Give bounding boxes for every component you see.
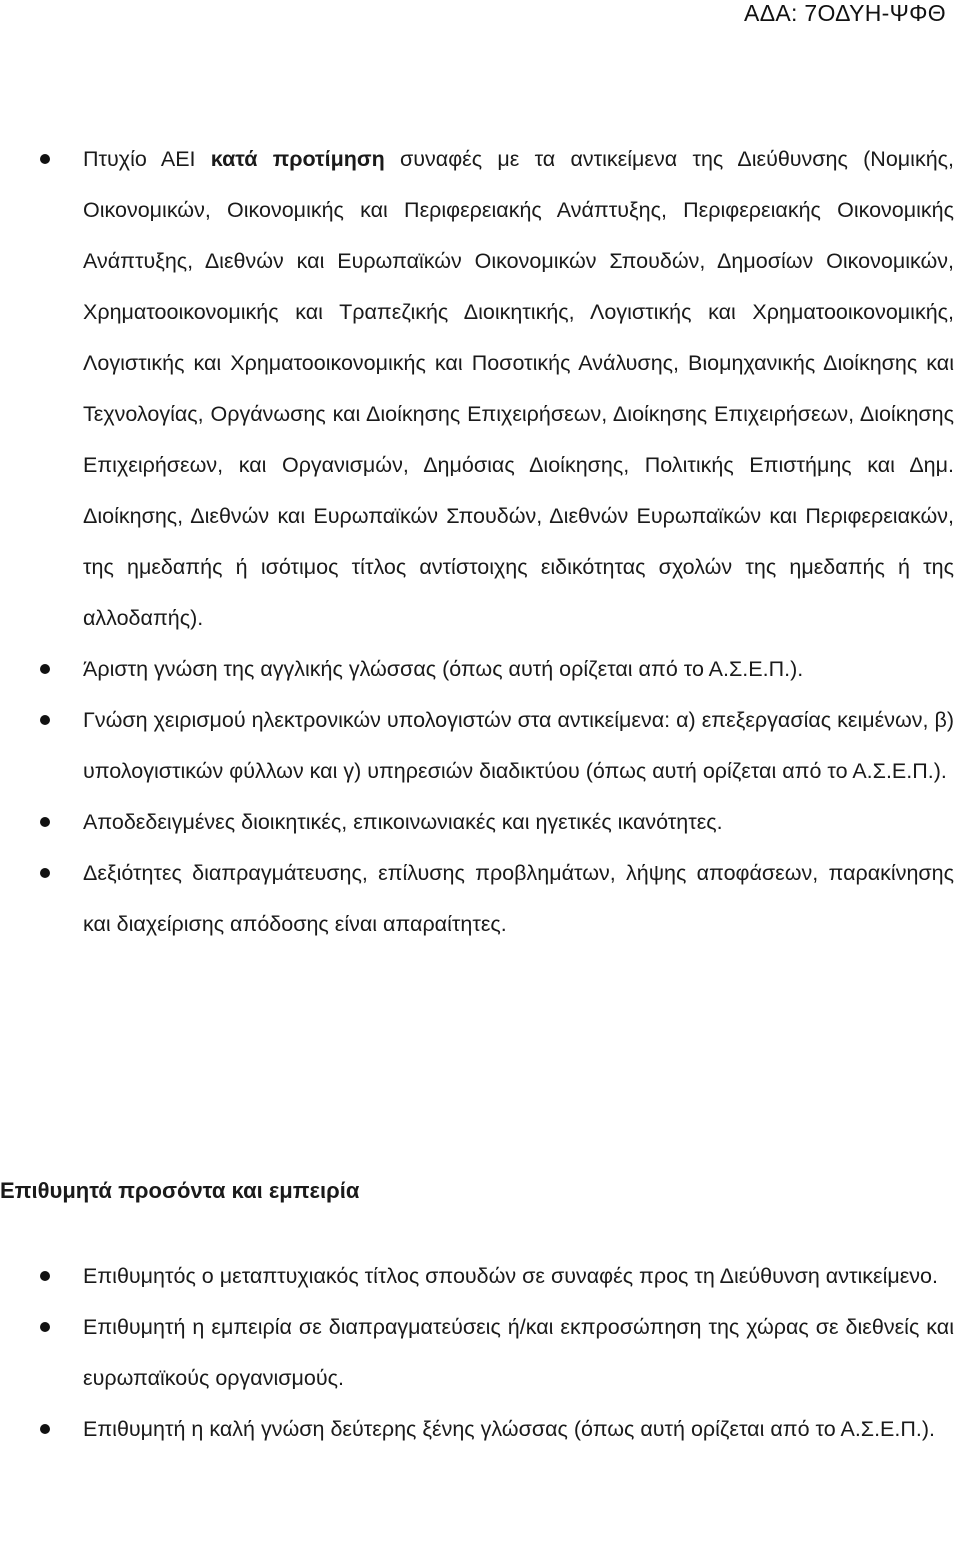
computer-skills-text: Γνώση χειρισμού ηλεκτρονικών υπολογιστών στα αντικείμενα: α) επεξεργασίας κειμένων, β) υπολογιστικών φύλλων και γ) υπηρεσιών διαδικτύου (όπως αυτή ορίζεται από το Α.Σ.Ε.Π.). xyxy=(83,708,954,783)
bullet-icon xyxy=(40,1322,50,1332)
negotiation-experience-text: Επιθυμητή η εμπειρία σε διαπραγματεύσεις ή/και εκπροσώπηση της χώρας σε διεθνείς και ευρωπαϊκούς οργανισμούς. xyxy=(83,1315,954,1390)
list-item-negotiation-experience xyxy=(0,1302,960,1404)
required-qualifications-list xyxy=(0,134,960,950)
degree-text-bold: κατά προτίμηση xyxy=(210,147,385,171)
section-heading-desirable: Επιθυμητά προσόντα και εμπειρία xyxy=(0,1178,360,1203)
bullet-icon xyxy=(40,154,50,164)
bullet-icon xyxy=(40,1271,50,1281)
bullet-icon xyxy=(40,1424,50,1434)
list-item-degree xyxy=(0,134,960,644)
list-item-computer-skills xyxy=(0,695,960,797)
masters-text: Επιθυμητός ο μεταπτυχιακός τίτλος σπουδών σε συναφές προς τη Διεύθυνση αντικείμενο. xyxy=(83,1264,938,1288)
list-item-management-skills xyxy=(0,797,960,848)
english-text: Άριστη γνώση της αγγλικής γλώσσας (όπως αυτή ορίζεται από το Α.Σ.Ε.Π.). xyxy=(83,657,804,681)
second-language-text: Επιθυμητή η καλή γνώση δεύτερης ξένης γλώσσας (όπως αυτή ορίζεται από το Α.Σ.Ε.Π.). xyxy=(83,1417,936,1441)
negotiation-skills-text: Δεξιότητες διαπραγμάτευσης, επίλυσης προβλημάτων, λήψης αποφάσεων, παρακίνησης και διαχείρισης απόδοσης είναι απαραίτητες. xyxy=(83,861,954,936)
bullet-icon xyxy=(40,868,50,878)
list-item-negotiation-skills xyxy=(0,848,960,950)
degree-text-post: συναφές με τα αντικείμενα της Διεύθυνσης (Νομικής, Οικονομικών, Οικονομικής και Περιφερειακής Ανάπτυξης, Περιφερειακής Οικονομικής Ανάπτυξης, Διεθνών και Ευρωπαϊκών Οικονομικών Σπουδών, Δημοσίων Οικονομικών, Χρηματοοικονομικής και Τραπεζικής Διοικητικής, Λογιστικής και Χρηματοοικονομικής, Λογιστικής και Χρηματοοικονομικής και Ποσοτικής Ανάλυσης, Βιομηχανικής Διοίκησης και Τεχνολογίας, Οργάνωσης και Διοίκησης Επιχειρήσεων, Διοίκησης Επιχειρήσεων, Διοίκησης Επιχειρήσεων, και Οργανισμών, Δημόσιας Διοίκησης, Πολιτικής Επιστήμης και Δημ. Διοίκησης, Διεθνών και Ευρωπαϊκών Σπουδών, Διεθνών Ευρωπαϊκών και Περιφερειακών, της ημεδαπής ή ισότιμος τίτλος αντίστοιχης ειδικότητας σχολών της ημεδαπής ή της αλλοδαπής). xyxy=(83,147,954,630)
ada-code: ΑΔΑ: 7ΟΔΥΗ-ΨΦΘ xyxy=(744,0,946,26)
degree-text-pre: Πτυχίο ΑΕΙ xyxy=(83,147,211,171)
desirable-qualifications-list xyxy=(0,1251,960,1455)
list-item-second-language xyxy=(0,1404,960,1455)
list-item-masters xyxy=(0,1251,960,1302)
management-skills-text: Αποδεδειγμένες διοικητικές, επικοινωνιακές και ηγετικές ικανότητες. xyxy=(83,810,723,834)
bullet-icon xyxy=(40,715,50,725)
bullet-icon xyxy=(40,817,50,827)
list-item-english xyxy=(0,644,960,695)
bullet-icon xyxy=(40,664,50,674)
